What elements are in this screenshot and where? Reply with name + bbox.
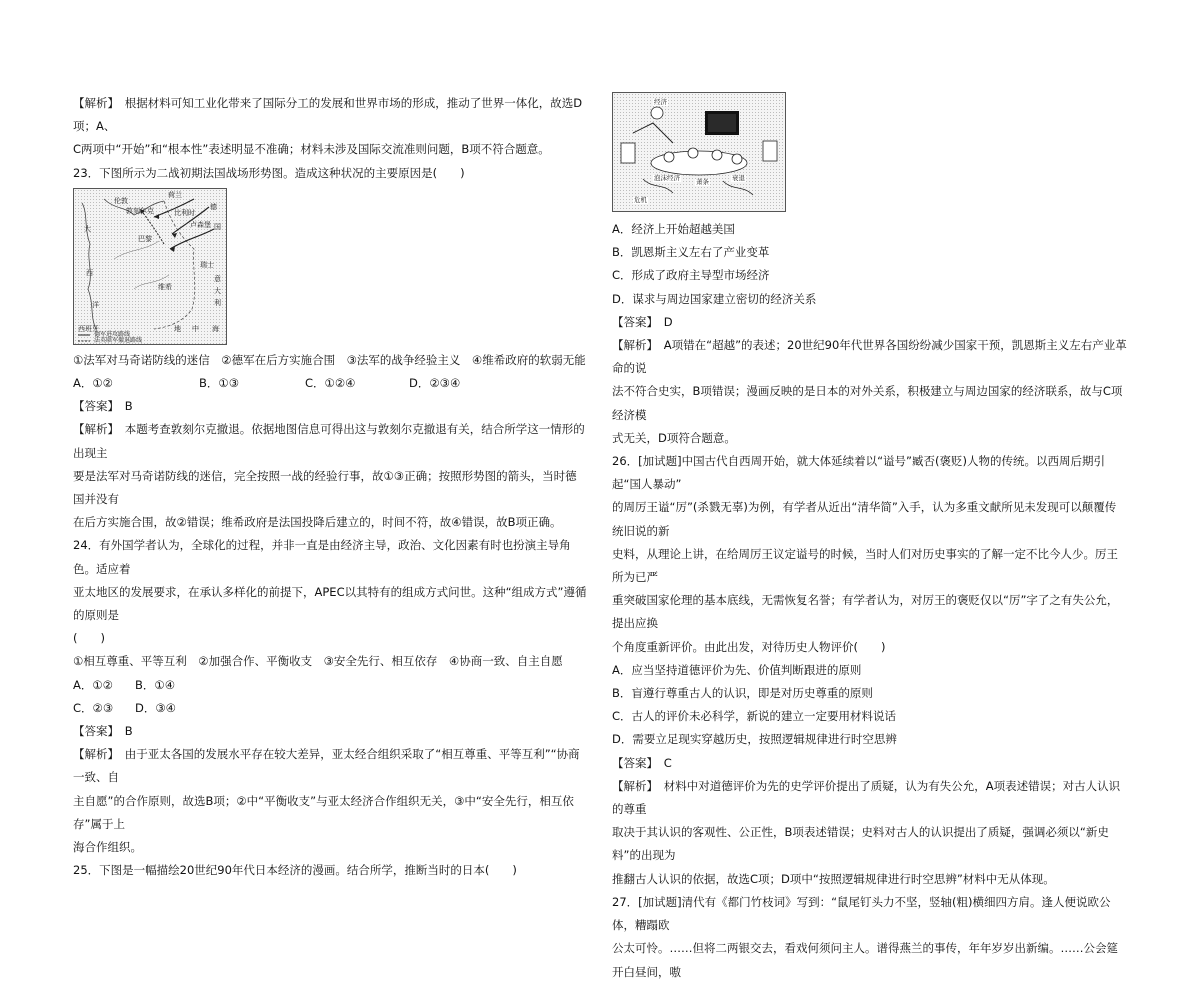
q23-options: ①法军对马奇诺防线的迷信 ②德军在后方实施合围 ③法军的战争经验主义 ④维希政府的软弱无能: [73, 352, 586, 367]
map-label-yi: 意: [214, 274, 221, 283]
france-war-map: [73, 188, 227, 345]
map-label-zhong: 中: [192, 324, 199, 333]
cartoon-drawing: [613, 93, 785, 211]
q23-analysis-line1: 【解析】 本题考查敦刻尔克撤退。依据地图信息可得出这与敦刻尔克撤退有关，结合所学这一情形的出现主: [73, 422, 585, 460]
q23-choice-b: B．①③: [199, 376, 240, 391]
map-label-di: 地: [174, 324, 181, 333]
q25-choice-a: A．经济上开始超越美国: [612, 222, 735, 236]
q23-answer: 【答案】 B: [73, 399, 133, 414]
map-label-da: 大: [84, 224, 91, 233]
cartoon-label-2: 泡沫经济: [654, 174, 680, 182]
q22-analysis-line2: C两项中“开始”和“根本性”表述明显不准确；材料未涉及国际交流准则问题，B项不符合题意。: [73, 142, 550, 157]
q25-question: 25．下图是一幅描绘20世纪90年代日本经济的漫画。结合所学，推断当时的日本( ): [73, 863, 517, 878]
q25-analysis-line2: 法不符合史实，B项错误；漫画反映的是日本的对外关系，积极建立与周边国家的经济联系，故与C项经济模: [612, 384, 1123, 422]
q24-question-line2: 亚太地区的发展要求，在承认多样化的前提下，APEC以其特有的组成方式问世。这种“组成方式”遵循的原则是: [73, 584, 587, 623]
q23-choices: [73, 372, 588, 395]
map-label-holland: 荷兰: [168, 190, 182, 199]
q25-choice-c: C．形成了政府主导型市场经济: [612, 268, 770, 283]
q24-options: ①相互尊重、平等互利 ②加强合作、平衡收支 ③安全先行、相互依存 ④协商一致、自主自愿: [73, 654, 563, 669]
q25-analysis-line1: 【解析】 A项错在“超越”的表述；20世纪90年代世界各国纷纷减少国家干预，凯恩斯主义左右产业革命的说: [612, 338, 1127, 376]
q24-analysis-line1: 【解析】 由于亚太各国的发展水平存在较大差异，亚太经合组织采取了“相互尊重、平等互利”“协商一致、自: [73, 747, 580, 785]
q24-analysis-line3: 海合作组织。: [73, 840, 142, 855]
map-label-london: 伦敦: [114, 196, 128, 205]
q26-analysis-line3: 推翻古人认识的依据，故选C项；D项中“按照逻辑规律进行时空思辨”材料中无从体现。: [612, 871, 1055, 886]
q25-answer: 【答案】 D: [612, 314, 673, 329]
cartoon-label-1: 经济: [654, 98, 667, 106]
q23-analysis-line2: 要是法军对马奇诺防线的迷信，完全按照一战的经验行事，故①③正确；按照形势图的箭头，当时德国并没有: [73, 468, 577, 507]
q26-choice-c: C．古人的评价未必科学，新说的建立一定要用材料说话: [612, 709, 897, 724]
map-label-hai: 海: [212, 324, 219, 333]
q23-question: 23．下图所示为二战初期法国战场形势图。造成这种状况的主要原因是( ): [73, 165, 465, 180]
q26-question-line1: 26．[加试题]中国古代自西周开始，就大体延续着以“谥号”臧否(褒贬)人物的传统。以西周后期引起“国人暴动”: [612, 454, 1105, 492]
q24-choice-d: D．③④: [135, 700, 176, 715]
cartoon-label-5: 衰退: [732, 174, 745, 182]
japan-economy-cartoon: [612, 92, 786, 212]
map-label-dunkirk: 敦刻尔克: [126, 206, 154, 215]
q27-question-line2: 公太可怜。……但将二两银交去，看戏何须问主人。谱得燕兰的事传，年年岁岁出新编。……公会筵开白昼间，嗷: [612, 941, 1118, 979]
q26-question-line2: 的周厉王谥“厉”(杀戮无辜)为例，有学者从近出“清华简”入手，认为多重文献所见未发现可以颠覆传统旧说的新: [612, 500, 1117, 538]
map-label-yang: 洋: [92, 300, 99, 309]
q25-choice-d: D．谋求与周边国家建立密切的经济关系: [612, 291, 817, 306]
map-legend-attack: 德军进攻路线: [94, 330, 131, 338]
cartoon-label-4: 危机: [634, 196, 647, 204]
q26-analysis-line2: 取决于其认识的客观性、公正性，B项表述错误；史料对古人的认识提出了质疑，强调必须以“新史料”的出现为: [612, 825, 1109, 863]
map-label-da2: 大: [214, 286, 221, 295]
q26-choice-d: D．需要立足现实穿越历史，按照逻辑规律进行时空思辨: [612, 732, 897, 747]
q24-choice-b: B．①④: [135, 677, 176, 692]
map-label-spain: 西班牙: [78, 324, 99, 333]
map-label-paris: 巴黎: [138, 234, 152, 243]
left-column: [73, 92, 588, 882]
map-legend-retreat: 法英联军撤退路线: [94, 336, 143, 344]
right-column: [612, 92, 1127, 984]
q23-choice-c: C．①②④: [305, 376, 356, 391]
q26-analysis-line1: 【解析】 材料中对道德评价为先的史学评价提出了质疑，认为有失公允，A项表述错误；对古人认识的尊重: [612, 778, 1121, 817]
q24-choice-c: C．②③: [73, 700, 114, 715]
map-label-xi: 西: [86, 268, 93, 277]
q26-question-line3: 史料，从理论上讲，在给周厉王议定谥号的时候，当时人们对历史事实的了解一定不比今人少。厉王所为已严: [612, 546, 1118, 585]
q24-question-line1: 24．有外国学者认为，全球化的过程，并非一直是由经济主导，政治、文化因素有时也扮演主导角色。适应着: [73, 538, 571, 576]
q26-choice-a: A．应当坚持道德评价为先、价值判断跟进的原则: [612, 662, 862, 677]
q24-choices-row1: [73, 674, 588, 697]
q24-choice-a: A．①②: [73, 677, 113, 692]
q24-question-line3: ( ): [73, 631, 105, 646]
map-label-vichy: 维希: [158, 282, 172, 291]
map-label-lux: 卢森堡: [190, 220, 211, 229]
map-label-guo: 国: [214, 222, 221, 231]
cartoon-label-3: 萧条: [696, 178, 709, 186]
map-label-belgium: 比利时: [174, 208, 195, 217]
q24-choices-row2: [73, 697, 588, 720]
map-label-li: 利: [214, 298, 221, 307]
q23-choice-d: D．②③④: [409, 376, 461, 391]
q25-choice-b: B．凯恩斯主义左右了产业变革: [612, 245, 770, 260]
q22-analysis-line1: 【解析】 根据材料可知工业化带来了国际分工的发展和世界市场的形成，推动了世界一体化，故选D项；A、: [73, 96, 583, 134]
q26-question-line4: 重突破国家伦理的基本底线，无需恢复名誉；有学者认为，对厉王的褒贬仅以“厉”字了之有失公允，提出应换: [612, 593, 1119, 631]
q24-analysis-line2: 主自愿”的合作原则，故选B项；②中“平衡收支”与亚太经济合作组织无关，③中“安全先行，相互依存”属于上: [73, 793, 574, 831]
map-label-swiss: 瑞士: [200, 260, 214, 269]
q23-analysis-line3: 在后方实施合围，故②错误；维希政府是法国投降后建立的，时间不符，故④错误，故B项正确。: [73, 515, 562, 530]
q26-choice-b: B．盲遵行尊重古人的认识，即是对历史尊重的原则: [612, 686, 873, 701]
q25-analysis-line3: 式无关，D项符合题意。: [612, 430, 736, 445]
q24-answer: 【答案】 B: [73, 724, 133, 739]
q27-question-line1: 27．[加试题]清代有《都门竹枝词》写到：“鼠尾钉头力不坚，竖轴(粗)横细四方肩。逢人便说欧公体，糟蹋欧: [612, 894, 1111, 933]
q26-question-line5: 个角度重新评价。由此出发，对待历史人物评价( ): [612, 639, 886, 654]
q26-answer: 【答案】 C: [612, 755, 672, 770]
map-label-de: 德: [210, 202, 217, 211]
q23-choice-a: A．①②: [73, 376, 113, 391]
